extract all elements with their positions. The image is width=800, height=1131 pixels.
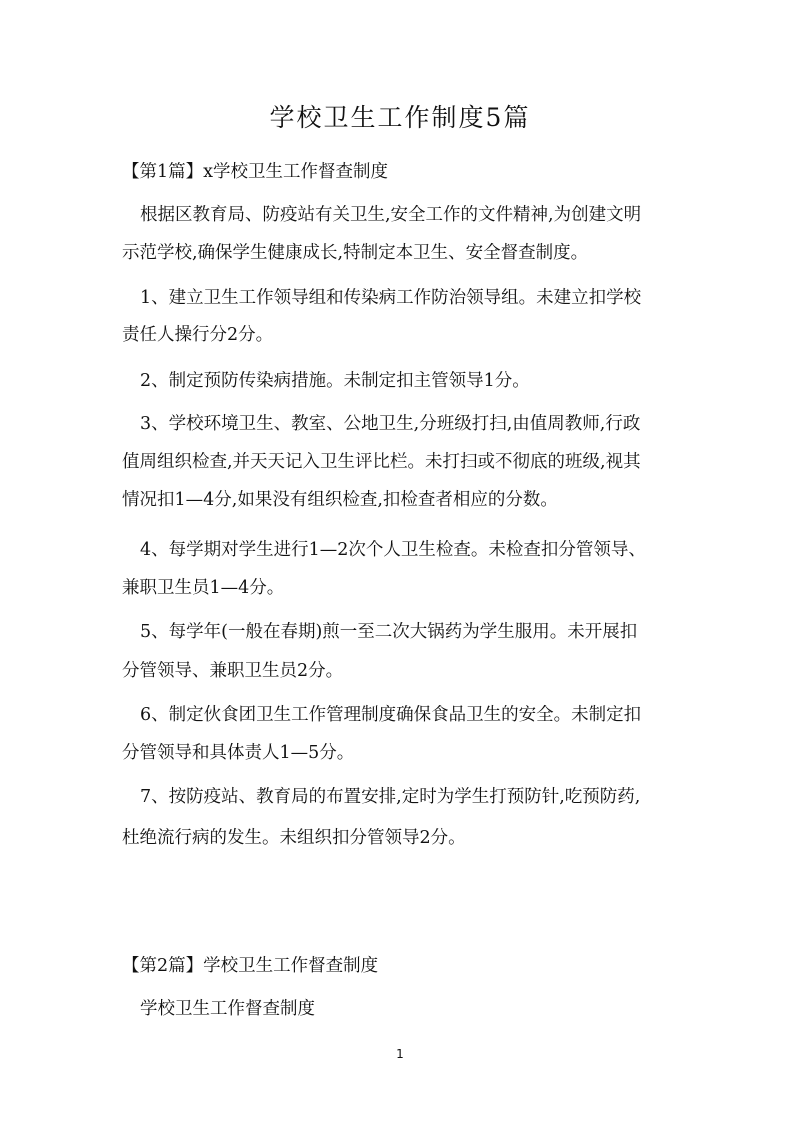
item-4-line-1: 4、每学期对学生进行1—2次个人卫生检查。未检查扣分管领导、 <box>140 540 646 560</box>
item-3-line-1: 3、学校环境卫生、教室、公地卫生,分班级打扫,由值周教师,行政 <box>140 414 641 434</box>
item-6-line-1: 6、制定伙食团卫生工作管理制度确保食品卫生的安全。未制定扣 <box>140 705 642 725</box>
item-4-line-2: 兼职卫生员1—4分。 <box>122 578 285 598</box>
page-number: 1 <box>396 1047 404 1061</box>
item-7-line-1: 7、按防疫站、教育局的布置安排,定时为学生打预防针,吃预防药, <box>140 787 641 807</box>
item-1-line-1: 1、建立卫生工作领导组和传染病工作防治领导组。未建立扣学校 <box>140 288 642 308</box>
section-1-intro-line-2: 示范学校,确保学生健康成长,特制定本卫生、安全督查制度。 <box>122 243 589 263</box>
item-3-line-3: 情况扣1—4分,如果没有组织检查,扣检查者相应的分数。 <box>122 490 558 510</box>
section-2-heading: 【第2篇】学校卫生工作督查制度 <box>122 956 379 976</box>
item-5-line-1: 5、每学年(一般在春期)煎一至二次大锅药为学生服用。未开展扣 <box>140 622 638 642</box>
section-2-subheading: 学校卫生工作督查制度 <box>140 999 315 1019</box>
item-7-line-2: 杜绝流行病的发生。未组织扣分管领导2分。 <box>122 828 466 848</box>
section-1-intro-line-1: 根据区教育局、防疫站有关卫生,安全工作的文件精神,为创建文明 <box>140 205 642 225</box>
section-1-heading: 【第1篇】x学校卫生工作督查制度 <box>122 162 389 182</box>
item-6-line-2: 分管领导和具体责人1—5分。 <box>122 743 355 763</box>
item-2-line-1: 2、制定预防传染病措施。未制定扣主管领导1分。 <box>140 371 530 391</box>
item-1-line-2: 责任人操行分2分。 <box>122 325 274 345</box>
item-3-line-2: 值周组织检查,并天天记入卫生评比栏。未打扫或不彻底的班级,视其 <box>122 452 641 472</box>
item-5-line-2: 分管领导、兼职卫生员2分。 <box>122 661 344 681</box>
document-title: 学校卫生工作制度5篇 <box>269 103 531 132</box>
